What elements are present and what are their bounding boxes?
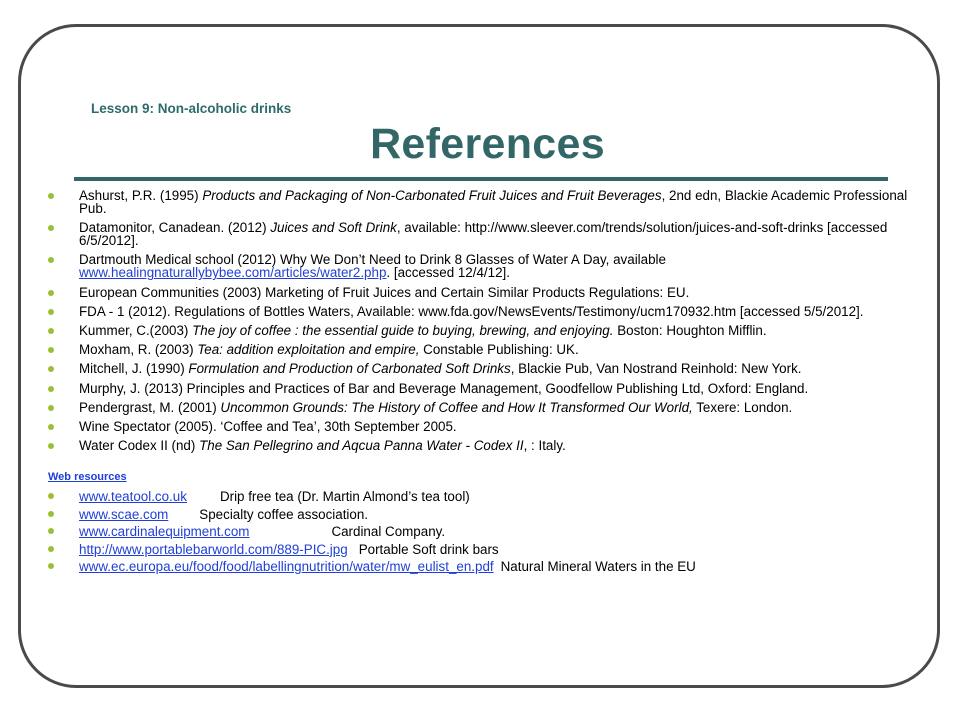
reference-details: Constable Publishing: UK. — [419, 342, 579, 358]
bullet-icon — [48, 386, 54, 392]
bullet-icon — [48, 347, 54, 353]
reference-author: Mitchell, J. (1990) — [79, 361, 189, 377]
reference-author: Pendergrast, M. (2001) — [79, 399, 221, 415]
reference-details: , : Italy. — [523, 438, 566, 454]
web-resource-link[interactable]: www.cardinalequipment.com — [79, 524, 250, 540]
web-resource-item — [44, 508, 912, 521]
reference-details: , Blackie Pub, Van Nostrand Reinhold: New York. — [510, 361, 802, 377]
reference-item — [44, 382, 912, 395]
page-title: References — [370, 120, 605, 168]
reference-item — [44, 305, 912, 318]
reference-author: Kummer, C.(2003) — [79, 322, 193, 338]
web-resource-link[interactable]: www.teatool.co.uk — [79, 489, 187, 504]
web-resources-list — [44, 490, 912, 578]
bullet-icon — [48, 309, 54, 315]
reference-item — [44, 253, 912, 279]
web-resource-link[interactable]: www.ec.europa.eu/food/food/labellingnutrition/water/mw_eulist_en.pdf — [79, 559, 494, 575]
web-resource-description: Portable Soft drink bars — [358, 541, 499, 557]
reference-details: , available: http://www.sleever.com/trends/solution/juices-and-soft-drinks [accessed 6/5/2012]. — [79, 220, 888, 249]
reference-author: Datamonitor, Canadean. (2012) — [79, 220, 271, 236]
reference-author: Dartmouth Medical school (2012) Why We Don’t Need to Drink 8 Glasses of Water A Day, available — [79, 252, 666, 268]
reference-details: Texere: London. — [692, 399, 793, 415]
reference-work-title: Tea: addition exploitation and empire, — [197, 342, 420, 358]
bullet-icon — [48, 366, 54, 372]
bullet-icon — [48, 493, 54, 499]
reference-work-title: The joy of coffee : the essential guide to buying, brewing, and enjoying. — [192, 322, 614, 338]
reference-item — [44, 439, 912, 452]
reference-item — [44, 286, 912, 299]
bullet-icon — [48, 405, 54, 411]
reference-work-title: Products and Packaging of Non-Carbonated Fruit Juices and Fruit Beverages — [202, 188, 662, 203]
reference-work-title: Juices and Soft Drink — [270, 220, 397, 236]
bullet-icon — [48, 257, 54, 263]
reference-author: Water Codex II (nd) — [79, 438, 200, 454]
web-resource-link[interactable]: http://www.portablebarworld.com/889-PIC.jpg — [79, 541, 348, 557]
reference-text: Wine Spectator (2005). ‘Coffee and Tea’, 30th September 2005. — [79, 418, 457, 434]
bullet-icon — [48, 290, 54, 296]
web-resource-item — [44, 490, 912, 503]
bullet-icon — [48, 563, 54, 569]
reference-work-title: Formulation and Production of Carbonated Soft Drinks — [188, 361, 511, 377]
bullet-icon — [48, 424, 54, 430]
bullet-icon — [48, 511, 54, 517]
reference-item — [44, 362, 912, 375]
web-resources-heading: Web resources — [48, 471, 127, 483]
bullet-icon — [48, 193, 54, 199]
bullet-icon — [48, 443, 54, 449]
bullet-icon — [48, 546, 54, 552]
reference-item — [44, 324, 912, 337]
reference-text: European Communities (2003) Marketing of Fruit Juices and Certain Similar Products Regulations: EU. — [79, 284, 690, 300]
web-resource-link[interactable]: www.scae.com — [79, 506, 169, 522]
web-resource-description: Natural Mineral Waters in the EU — [500, 559, 696, 575]
bullet-icon — [48, 328, 54, 334]
web-resource-item — [44, 560, 912, 573]
reference-work-title: Uncommon Grounds: The History of Coffee and How It Transformed Our World, — [220, 399, 693, 415]
reference-link[interactable]: www.healingnaturallybybee.com/articles/water2.php — [79, 265, 387, 281]
lesson-label: Lesson 9: Non-alcoholic drinks — [91, 101, 292, 116]
web-resource-description: Specialty coffee association. — [199, 506, 369, 522]
reference-item — [44, 343, 912, 356]
bullet-icon — [48, 225, 54, 231]
reference-item — [44, 221, 912, 247]
reference-list — [44, 189, 912, 458]
reference-work-title: The San Pellegrino and Aqcua Panna Water - Codex II — [199, 438, 524, 454]
web-resource-item — [44, 543, 912, 556]
web-resource-item — [44, 525, 912, 538]
reference-item — [44, 189, 912, 215]
bullet-icon — [48, 528, 54, 534]
reference-text: FDA - 1 (2012). Regulations of Bottles Waters, Available: www.fda.gov/NewsEvents/Testimony/ucm170932.htm [accessed 5/5/2012]. — [79, 303, 864, 319]
reference-author: Moxham, R. (2003) — [79, 342, 198, 358]
reference-author: Ashurst, P.R. (1995) — [79, 188, 203, 203]
title-underline — [74, 177, 888, 181]
web-resource-description: Drip free tea (Dr. Martin Almond’s tea tool) — [219, 489, 470, 504]
reference-item — [44, 401, 912, 414]
web-resource-description: Cardinal Company. — [331, 524, 446, 540]
reference-details: . [accessed 12/4/12]. — [386, 265, 510, 281]
reference-details: Boston: Houghton Mifflin. — [613, 322, 767, 338]
reference-text: Murphy, J. (2013) Principles and Practices of Bar and Beverage Management, Goodfellow Publishing Ltd, Oxford: England. — [79, 380, 809, 396]
reference-item — [44, 420, 912, 433]
reference-details: , 2nd edn, Blackie Academic Professional Pub. — [79, 188, 908, 216]
